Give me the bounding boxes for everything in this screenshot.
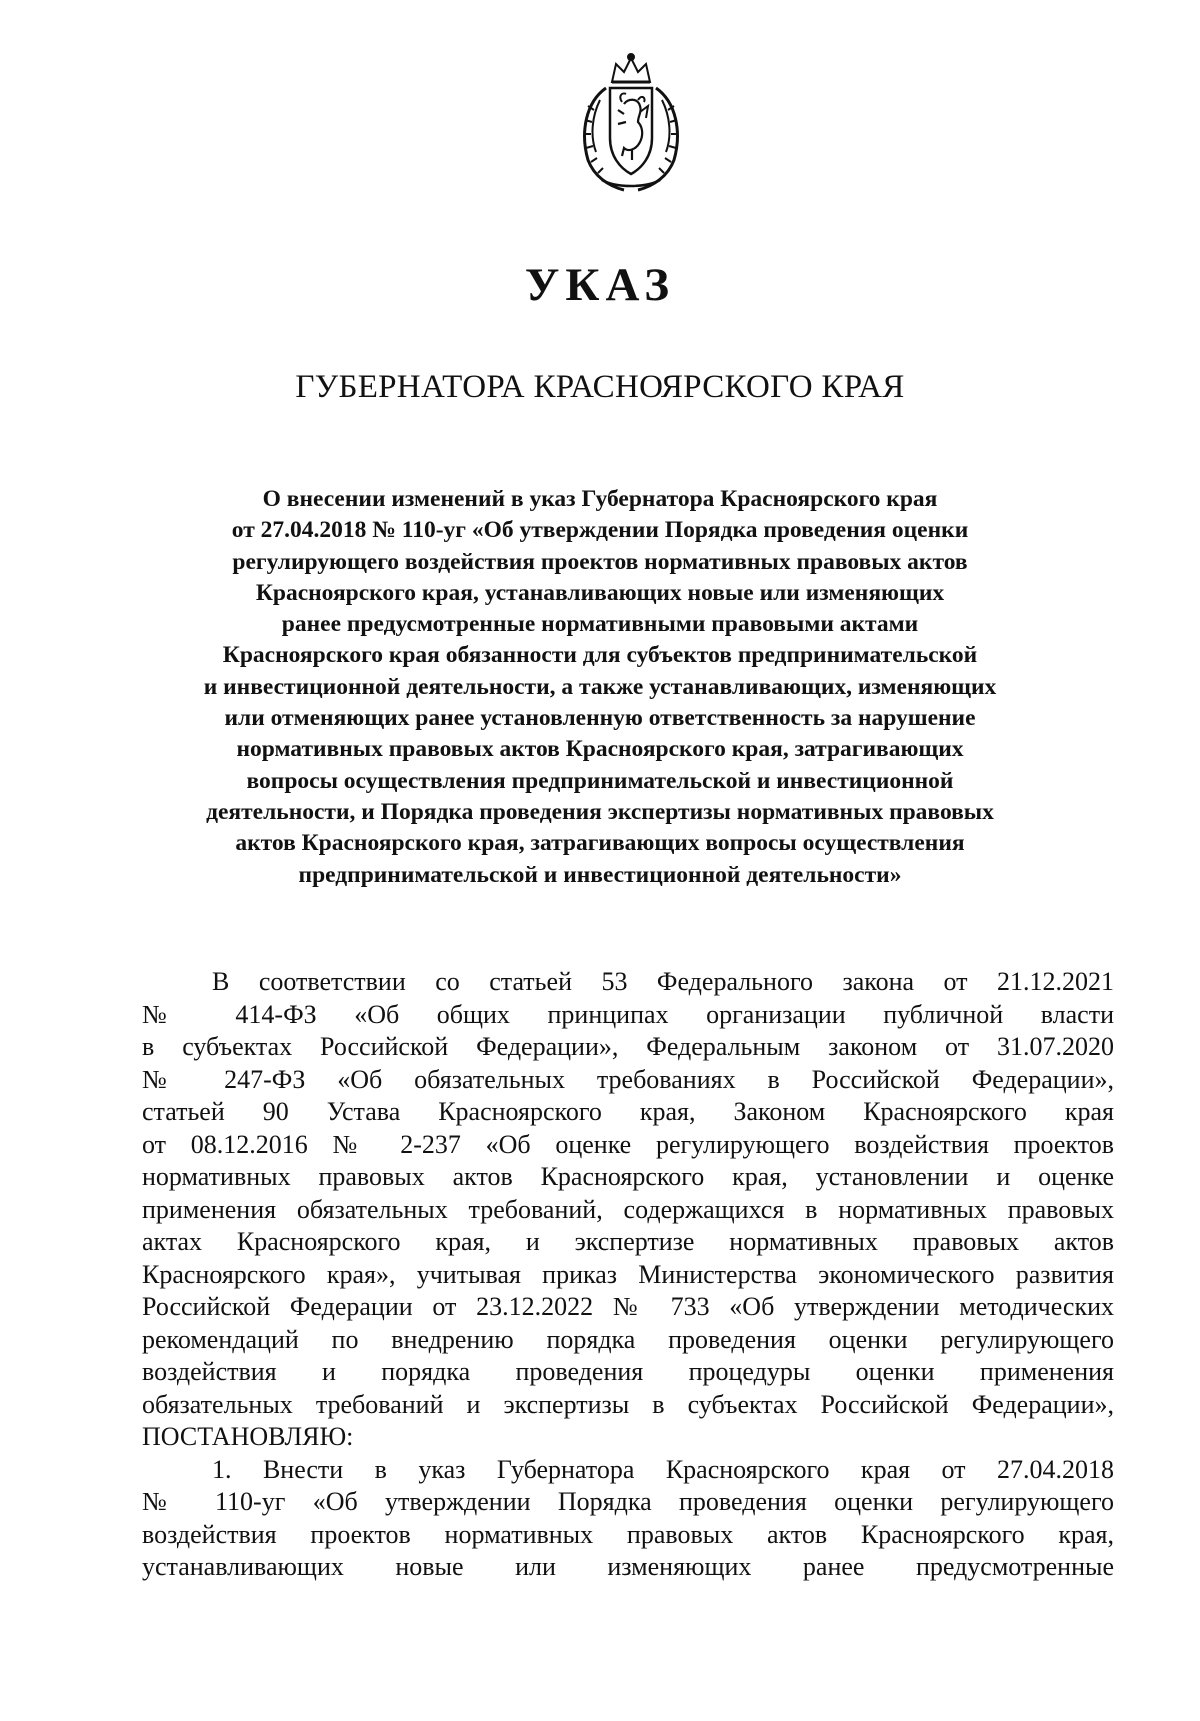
preamble-line: В соответствии со статьей 53 Федерального закона от 21.12.2021 bbox=[212, 967, 1114, 996]
heading-line: и инвестиционной деятельности, а также устанавливающих, изменяющих bbox=[203, 673, 997, 700]
document-heading bbox=[150, 484, 1050, 891]
preamble-line: воздействия и порядка проведения процедуры оценки применения bbox=[142, 1357, 1114, 1386]
preamble-line: нормативных правовых актов Красноярского края, установлении и оценке bbox=[142, 1162, 1114, 1191]
item-line: устанавливающих новые или изменяющих ранее предусмотренные bbox=[142, 1552, 1114, 1581]
preamble-line: № 414-ФЗ «Об общих принципах организации публичной власти bbox=[142, 999, 1114, 1029]
heading-line: актов Красноярского края, затрагивающих вопросы осуществления bbox=[235, 830, 965, 857]
preamble-line: обязательных требований и экспертизы в субъектах Российской Федерации», bbox=[142, 1389, 1114, 1419]
heading-line: деятельности, и Порядка проведения экспертизы нормативных правовых bbox=[206, 798, 994, 825]
preamble-line: рекомендаций по внедрению порядка проведения оценки регулирующего bbox=[142, 1324, 1114, 1354]
heading-line: от 27.04.2018 № 110-уг «Об утверждении Порядка проведения оценки bbox=[231, 517, 969, 544]
item-line: № 110-уг «Об утверждении Порядка проведения оценки регулирующего bbox=[142, 1487, 1114, 1516]
preamble-line: актах Красноярского края, и экспертизе нормативных правовых актов bbox=[142, 1227, 1114, 1256]
heading-line: нормативных правовых актов Красноярского края, затрагивающих bbox=[236, 736, 964, 763]
krasnoyarsk-coat-of-arms-icon bbox=[572, 52, 690, 194]
preamble-line: статьей 90 Устава Красноярского края, Законом Красноярского края bbox=[142, 1097, 1114, 1126]
document-title: УКАЗ bbox=[524, 259, 676, 311]
preamble-line: от 08.12.2016 № 2-237 «Об оценке регулирующего воздействия проектов bbox=[142, 1129, 1114, 1159]
preamble-line: Красноярского края», учитывая приказ Министерства экономического развития bbox=[142, 1259, 1114, 1289]
item-line: 1. Внести в указ Губернатора Красноярского края от 27.04.2018 bbox=[212, 1454, 1114, 1484]
heading-line: предпринимательской и инвестиционной деятельности» bbox=[298, 861, 902, 888]
document-body bbox=[142, 966, 1114, 1584]
preamble-line: № 247-ФЗ «Об обязательных требованиях в Российской Федерации», bbox=[142, 1064, 1114, 1094]
heading-line: ранее предусмотренные нормативными правовыми актами bbox=[281, 611, 919, 638]
heading-line: Красноярского края обязанности для субъектов предпринимательской bbox=[222, 642, 978, 669]
item-line: воздействия проектов нормативных правовых актов Красноярского края, bbox=[142, 1519, 1114, 1549]
heading-line: О внесении изменений в указ Губернатора Красноярского края bbox=[262, 486, 938, 512]
heading-line: регулирующего воздействия проектов нормативных правовых актов bbox=[232, 548, 968, 575]
preamble-line: применения обязательных требований, содержащихся в нормативных правовых bbox=[142, 1194, 1114, 1224]
decree-word: ПОСТАНОВЛЯЮ: bbox=[142, 1422, 354, 1451]
heading-line: или отменяющих ранее установленную ответственность за нарушение bbox=[224, 705, 976, 732]
heading-line: Красноярского края, устанавливающих новые или изменяющих bbox=[255, 579, 945, 606]
heading-line: вопросы осуществления предпринимательской и инвестиционной bbox=[246, 767, 954, 794]
preamble-line: в субъектах Российской Федерации», Федеральным законом от 31.07.2020 bbox=[142, 1032, 1114, 1061]
preamble-line: Российской Федерации от 23.12.2022 № 733 «Об утверждении методических bbox=[142, 1292, 1114, 1321]
document-issuer: ГУБЕРНАТОРА КРАСНОЯРСКОГО КРАЯ bbox=[295, 369, 905, 405]
